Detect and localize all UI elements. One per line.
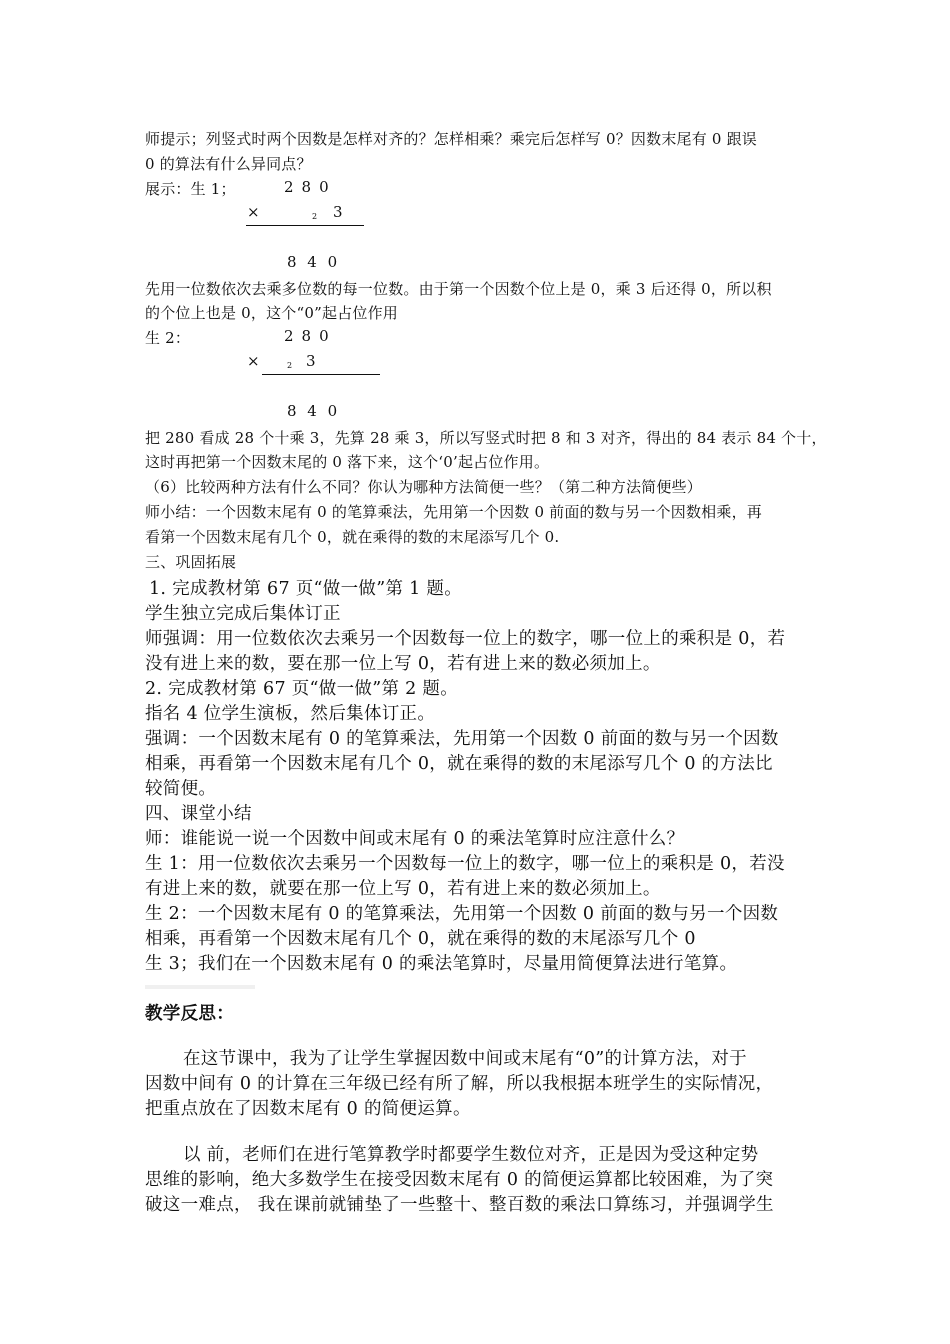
calc2-result: 8 4 0: [287, 402, 341, 420]
explain1-line-1: 先用一位数依次去乘多位数的每一位数。由于第一个因数个位上是 0，乘 3 后还得 0，所以积: [145, 280, 772, 298]
hint-line-1: 师提示；列竖式时两个因数是怎样对齐的？怎样相乘？乘完后怎样写 0？因数末尾有 0 跟误: [145, 130, 757, 148]
teacher-summary-line-1: 师小结：一个因数末尾有 0 的笔算乘法，先用第一个因数 0 前面的数与另一个因数相乘，再: [145, 503, 762, 521]
student-2-line-1: 生 2：一个因数末尾有 0 的笔算乘法，先用第一个因数 0 前面的数与另一个因数: [145, 904, 779, 924]
explain2-line-1: 把 280 看成 28 个十乘 3，先算 28 乘 3，所以写竖式时把 8 和 3 对齐，得出的 84 表示 84 个十，: [145, 429, 827, 447]
explain1-line-2: 的个位上也是 0，这个“0”起占位作用: [145, 304, 398, 322]
exercise-2-note: 指名 4 位学生演板，然后集体订正。: [145, 704, 436, 724]
section-3-heading: 三、巩固拓展: [145, 553, 237, 571]
calc1-result: 8 4 0: [287, 253, 341, 271]
reflection-para-2-line-1: 以 前，老师们在进行笔算教学时都要学生数位对齐，正是因为受这种定势: [183, 1145, 759, 1165]
student-3: 生 3；我们在一个因数末尾有 0 的乘法笔算时，尽量用简便算法进行笔算。: [145, 954, 738, 974]
calc1-mult: 3: [333, 203, 351, 221]
exercise-1: 1. 完成教材第 67 页“做一做”第 1 题。: [149, 579, 463, 599]
calc2-rule: [262, 374, 380, 375]
reflection-para-1-line-3: 把重点放在了因数末尾有 0 的简便运算。: [145, 1099, 471, 1119]
calc2-mult: 3: [306, 352, 324, 370]
faint-mark: [145, 985, 255, 989]
emphasis-1-line-2: 没有进上来的数，要在那一位上写 0，若有进上来的数必须加上。: [145, 654, 661, 674]
calc2-top: 280: [284, 327, 337, 345]
reflection-para-2-line-3: 破这一难点， 我在课前就铺垫了一些整十、整百数的乘法口算练习，并强调学生: [145, 1195, 774, 1215]
summary-question: 师：谁能说一说一个因数中间或末尾有 0 的乘法笔算时应注意什么？: [145, 829, 685, 849]
calc1-top: 280: [284, 178, 337, 196]
student2-label: 生 2：: [145, 329, 191, 347]
student-1-line-1: 生 1：用一位数依次去乘另一个因数每一位上的数字，哪一位上的乘积是 0，若没: [145, 854, 785, 874]
calc2-small: 2: [287, 361, 293, 370]
student-2-line-2: 相乘，再看第一个因数末尾有几个 0，就在乘得的数的末尾添写几个 0: [145, 929, 696, 949]
section-4-heading: 四、课堂小结: [145, 804, 252, 824]
exercise-2: 2. 完成教材第 67 页“做一做”第 2 题。: [145, 679, 459, 699]
student-1-line-2: 有进上来的数，就要在那一位上写 0，若有进上来的数必须加上。: [145, 879, 661, 899]
reflection-para-1-line-2: 因数中间有 0 的计算在三年级已经有所了解，所以我根据本班学生的实际情况，: [145, 1074, 774, 1094]
calc1-rule: [246, 225, 364, 226]
calc1-small: 2: [312, 212, 318, 221]
show-label: 展示：生 1；: [145, 180, 236, 198]
hint-line-2: 0 的算法有什么异同点？: [145, 155, 312, 173]
calc2-times: ×: [247, 352, 268, 370]
emphasis-2-line-1: 强调：一个因数末尾有 0 的笔算乘法，先用第一个因数 0 前面的数与另一个因数: [145, 729, 779, 749]
exercise-1-note: 学生独立完成后集体订正: [145, 604, 341, 624]
reflection-para-1-line-1: 在这节课中，我为了让学生掌握因数中间或末尾有“0”的计算方法，对于: [183, 1049, 747, 1069]
reflection-title: 教学反思：: [145, 1004, 234, 1024]
compare-question: （6）比较两种方法有什么不同？你认为哪种方法简便一些？（第二种方法简便些）: [145, 478, 702, 496]
emphasis-2-line-2: 相乘，再看第一个因数末尾有几个 0，就在乘得的数的末尾添写几个 0 的方法比: [145, 754, 773, 774]
explain2-line-2: 这时再把第一个因数末尾的 0 落下来，这个‘0’起占位作用。: [145, 453, 550, 471]
teacher-summary-line-2: 看第一个因数末尾有几个 0，就在乘得的数的末尾添写几个 0.: [145, 528, 560, 546]
emphasis-2-line-3: 较简便。: [145, 779, 217, 799]
reflection-para-2-line-2: 思维的影响，绝大多数学生在接受因数末尾有 0 的简便运算都比较困难，为了突: [145, 1170, 774, 1190]
calc1-times: ×: [247, 203, 268, 221]
emphasis-1-line-1: 师强调：用一位数依次去乘另一个因数每一位上的数字，哪一位上的乘积是 0，若: [145, 629, 786, 649]
